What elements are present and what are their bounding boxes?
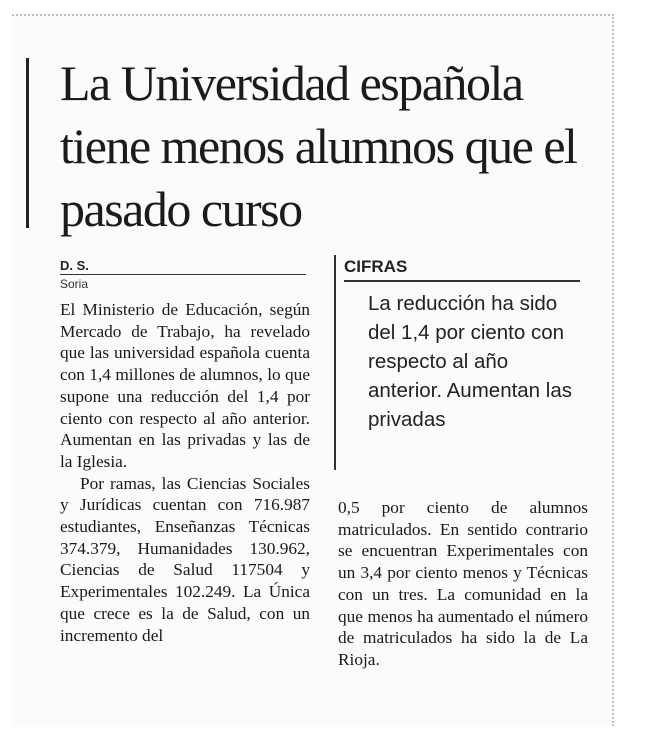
- article-paragraph-1: El Ministerio de Educación, según Mercado de Trabajo, ha revelado que las universidad española cuenta con 1,4 millones de alumnos, lo que supone una reducción del 1,4 por ciento con respecto al año anterior. Aumentan en las privadas y las de la Iglesia.: [60, 300, 310, 471]
- cifras-rule: [334, 255, 336, 470]
- headline: La Universidad española tiene menos alumnos que el pasado curso: [60, 55, 577, 237]
- byline-place: Soria: [60, 277, 89, 291]
- cifras-text: La reducción ha sido del 1,4 por ciento con respecto al año anterior. Aumentan las privadas: [368, 292, 572, 431]
- cifras-sidebar: [334, 255, 582, 470]
- byline: [60, 258, 306, 275]
- byline-author: D. S.: [60, 258, 89, 273]
- cifras-title: CIFRAS: [344, 257, 580, 282]
- article-column-right: [338, 497, 588, 671]
- headline-rule: [26, 58, 29, 228]
- article-paragraph-3: 0,5 por ciento de alumnos matriculados. En sentido contrario se encuentran Experimentales con un 3,4 por ciento menos y Técnicas con un tres. La comunidad en la que menos ha aumentado el número de matriculados ha sido la de La Rioja.: [338, 498, 588, 669]
- article-column-left: [60, 299, 310, 646]
- article-paragraph-2: Por ramas, las Ciencias Sociales y Jurídicas cuentan con 716.987 estudiantes, Enseñanzas Técnicas 374.379, Humanidades 130.962, Ciencias de Salud 117504 y Experimentales 102.249. La Única que crece es la de Salud, con un incremento del: [60, 473, 310, 645]
